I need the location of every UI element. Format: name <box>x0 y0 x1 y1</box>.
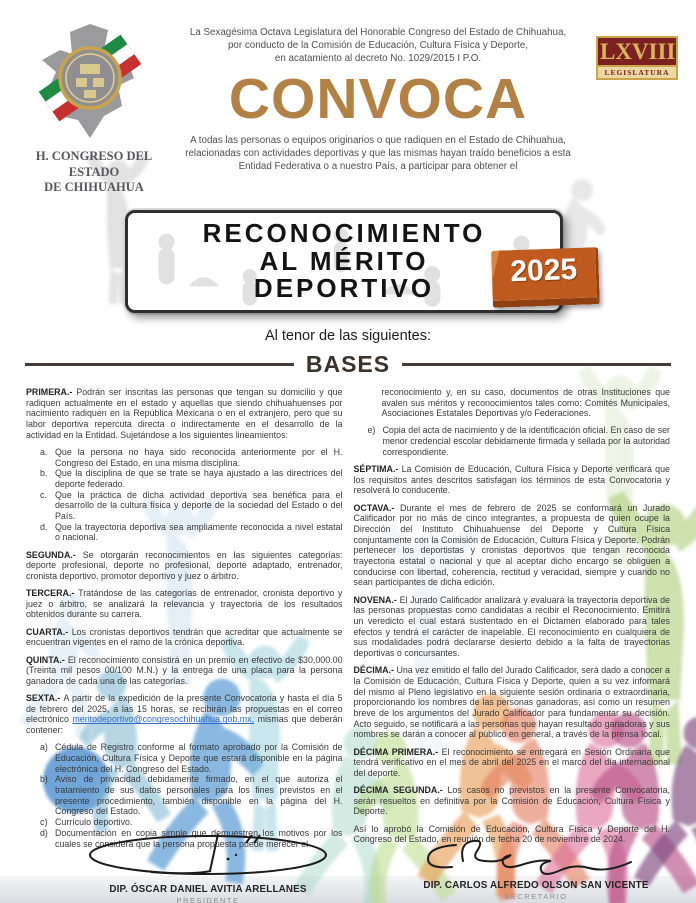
list-item: d) Documentación en copia simple que demuestren los motivos por los cuales se considera que la persona propuesta puede merecer el <box>40 827 343 849</box>
clause-paragraph: SEXTA.- A partir de la expedición de la presente Convocatoria y hasta el día 5 de febrero del 2025, a las 15 horas, se recibirán las propuestas en el correo electrónico meritodeportivo@congresochihuahua.gob.mx, mismas que deberán contener: <box>26 693 343 736</box>
audience-line: relacionadas con actividades deportivas y que las mismas hayan traído beneficios a esta <box>185 148 571 159</box>
audience-line: A todas las personas o equipos originarios o que radiquen en el Estado de Chihuahua, <box>190 134 566 146</box>
bases-body <box>0 378 696 856</box>
bases-divider-left <box>25 363 294 366</box>
bases-title: BASES <box>305 350 391 377</box>
signature-block-president <box>58 831 358 903</box>
email-link[interactable]: meritodeportivo@congresochihuahua.gob.mx, <box>72 714 255 725</box>
signer-role: PRESIDENTE <box>176 896 240 903</box>
audience-text <box>174 134 582 174</box>
org-name-line1: H. CONGRESO DEL ESTADO <box>35 149 153 179</box>
signature-scribble-icon <box>68 831 348 879</box>
header <box>0 0 696 196</box>
award-banner <box>125 210 578 313</box>
column-right <box>354 387 671 856</box>
lettered-list <box>26 447 343 543</box>
lettered-list <box>354 425 671 457</box>
column-left <box>26 387 343 856</box>
audience-line: Entidad Federativa o a nuestro País, a participar para obtener el <box>238 161 518 173</box>
congress-logo <box>14 20 174 196</box>
list-item: a) Cédula de Registro conforme al formato aprobado por la Comisión de Educación, Cultura Física y Deporte que estará disponible en la página electrónica del H. Congreso del Estado. <box>40 742 343 774</box>
signer-role: SECRETARIO <box>504 892 568 901</box>
convoca-title: CONVOCA <box>228 66 528 131</box>
clause-paragraph: OCTAVA.- Durante el mes de febrero de 2025 se conformará un Jurado Calificador por no más de cinco integrantes, a propuesta de quien ocupe la Dirección del Instituto Chihuahuense del Deporte y Cultura Física conjuntamente con la Comisión de Educación, Cultura Física y Deporte. Podrán pertenecer los deportistas y cronistas deportivos que tengan reconocida trayectoria estatal o nacional y que al aceptar dicho encargo se obliguen a conducirse con libertad, coherencia, rectitud y veracidad, siempre y cuando no sean participantes de dicha edición. <box>353 502 671 588</box>
shield-icon <box>60 48 120 108</box>
list-item: b. Que la disciplina de que se trate se haya ajustado a las directrices del deporte federado. <box>40 468 343 489</box>
paragraph: Así lo aprobó la Comisión de Educación, Cultura Física y Deporte del H. Congreso del Estado, en reunión de fecha 20 de noviembre de 2024. <box>353 823 670 845</box>
tenor-line: Al tenor de las siguientes: <box>264 327 432 344</box>
list-item: d. Que la trayectoria deportiva sea ampliamente reconocida a nivel estatal o nacional. <box>40 521 343 543</box>
banner-title-line3: DEPORTIVO <box>253 273 435 304</box>
clause-paragraph: DÉCIMA PRIMERA.- El reconocimiento se entregará en Sesión Ordinaria que tendrá verificativo en el mes de abril del 2025 en el marco del día internacional del deporte. <box>353 746 670 778</box>
clause-paragraph: CUARTA.- Los cronistas deportivos tendrán que acreditar que actualmente se encuentran vigentes en el ramo de la crónica deportiva. <box>26 626 343 648</box>
paragraph: reconocimiento y, en su caso, documentos de otras Instituciones que avalen sus méritos y reconocimientos tales como: Comités Municipales, Asociaciones Estatales Deportivas y/o Federaciones. <box>381 386 670 419</box>
clause-paragraph: SEGUNDA.- Se otorgarán reconocimientos en las siguientes categorías: deporte profesional, deporte no profesional, deporte adaptado, entrenador, cronista deportivo, promotor deportivo y juez o árbitro. <box>26 549 343 581</box>
clause-paragraph: TERCERA.- Tratándose de las categorías de entrenador, cronista deportivo y juez o árbitro, se analizará la relevancia y trayectoria de los resultados obtenidos durante su carrera. <box>26 588 343 620</box>
signature-block-secretary <box>388 833 684 901</box>
banner-title-line1: RECONOCIMIENTO <box>202 218 486 249</box>
clause-paragraph: NOVENA.- El Jurado Calificador analizará y evaluará la trayectoria deportiva de las personas propuestas como candidatas a recibir el Reconocimiento. Emitirá un veredicto el cual estará sustentado en el Dictamen elaborado para tales efectos y tendrá el carácter de inapelable. El reconocimiento en cualquiera de sus modalidades podrá declararse desierto debido a la falta de trayectorias deportivas o concursantes. <box>353 594 670 658</box>
legislature-roman-numeral: LXVIII <box>600 39 676 64</box>
issuer-line: La Sexagésima Octava Legislatura del Honorable Congreso del Estado de Chihuahua, <box>189 27 567 38</box>
year-badge: 2025 <box>491 247 600 308</box>
list-item: a. Que la persona no haya sido reconocida anteriormente por el H. Congreso del Estado, en una misma disciplina. <box>40 446 343 468</box>
banner-title-line2: AL MÉRITO <box>259 245 429 276</box>
clause-paragraph: QUINTA.- El reconocimiento consistirá en un premio en efectivo de $30,000.00 (Treinta mil pesos 00/100 M.N.) y la entrega de una placa para la persona ganadora de cada una de las categorías. <box>26 654 343 686</box>
list-item: c) Currículo deportivo. <box>40 817 133 828</box>
signer-name: DIP. CARLOS ALFREDO OLSON SAN VICENTE <box>423 880 649 891</box>
issuer-line: en acatamiento al decreto No. 1029/2015 I P.O. <box>274 53 482 65</box>
clause-paragraph: DÉCIMA.- Una vez emitido el fallo del Jurado Calificador, será dado a conocer a la Comisión de Educación, Cultura Física y Deporte, quien a su vez informará del mismo al Pleno legislativo en la siguiente sesión ordinaria o extraordinaria, proporcionando los nombres de las personas ganadoras, así como un resumen breve de los argumentos del Jurado Calificador para fundamentar su decisión. Acto seguido, se notificará a las personas que hayan resultado ganadoras y sus nombres se darán a conocer al público en general, a través de la prensa local. <box>353 665 670 740</box>
list-item: b) Aviso de privacidad debidamente firmado, en el que autoriza el tratamiento de sus datos personales para los fines previstos en el presente procedimiento, también disponible en la página del H. Congreso del Estado. <box>40 774 343 817</box>
bases-divider-right <box>402 363 671 366</box>
state-map-icon <box>28 20 160 142</box>
bases-heading <box>0 344 696 378</box>
legislature-badge <box>596 36 678 80</box>
legislature-label: LEGISLATURA <box>598 65 676 78</box>
signer-name: DIP. ÓSCAR DANIEL AVITIA ARELLANES <box>109 884 307 895</box>
issuer-text <box>174 26 582 66</box>
signature-scribble-icon <box>401 833 671 875</box>
list-item: c. Que la práctica de dicha actividad deportiva sea benéfica para el desarrollo de la cultura física y deporte de la sociedad del Estado o del País. <box>40 489 343 521</box>
list-item: e) Copia del acta de nacimiento y de la identificación oficial. En caso de ser menor credencial escolar debidamente firmada y sellada por la autoridad correspondiente. <box>367 425 670 457</box>
clause-paragraph: SÉPTIMA.- La Comisión de Educación, Cultura Física y Deporte verificará que los requisitos antes descritos satisfagan los términos de esta Convocatoria y resolverá lo conducente. <box>353 464 670 496</box>
issuer-line: por conducto de la Comisión de Educación, Cultura Física y Deporte, <box>227 40 529 52</box>
clause-paragraph: DÉCIMA SEGUNDA.- Los casos no previstos en la presente Convocatoria, serán resueltos en definitiva por la Comisión de Educación, Cultura Física y Deporte. <box>353 785 670 817</box>
clause-paragraph: PRIMERA.- Podrán ser inscritas las personas que tengan su domicilio y que radiquen actualmente en el estado y aquellas que siendo chihuahuenses por nacimiento radiquen en la República Mexicana o en el extranjero, pero que su labor deportiva repercuta directa o indirectamente en el desarrollo de la actividad en la Entidad. Sujetándose a los siguientes lineamientos: <box>26 386 343 440</box>
org-name-line2: DE CHIHUAHUA <box>44 180 144 195</box>
